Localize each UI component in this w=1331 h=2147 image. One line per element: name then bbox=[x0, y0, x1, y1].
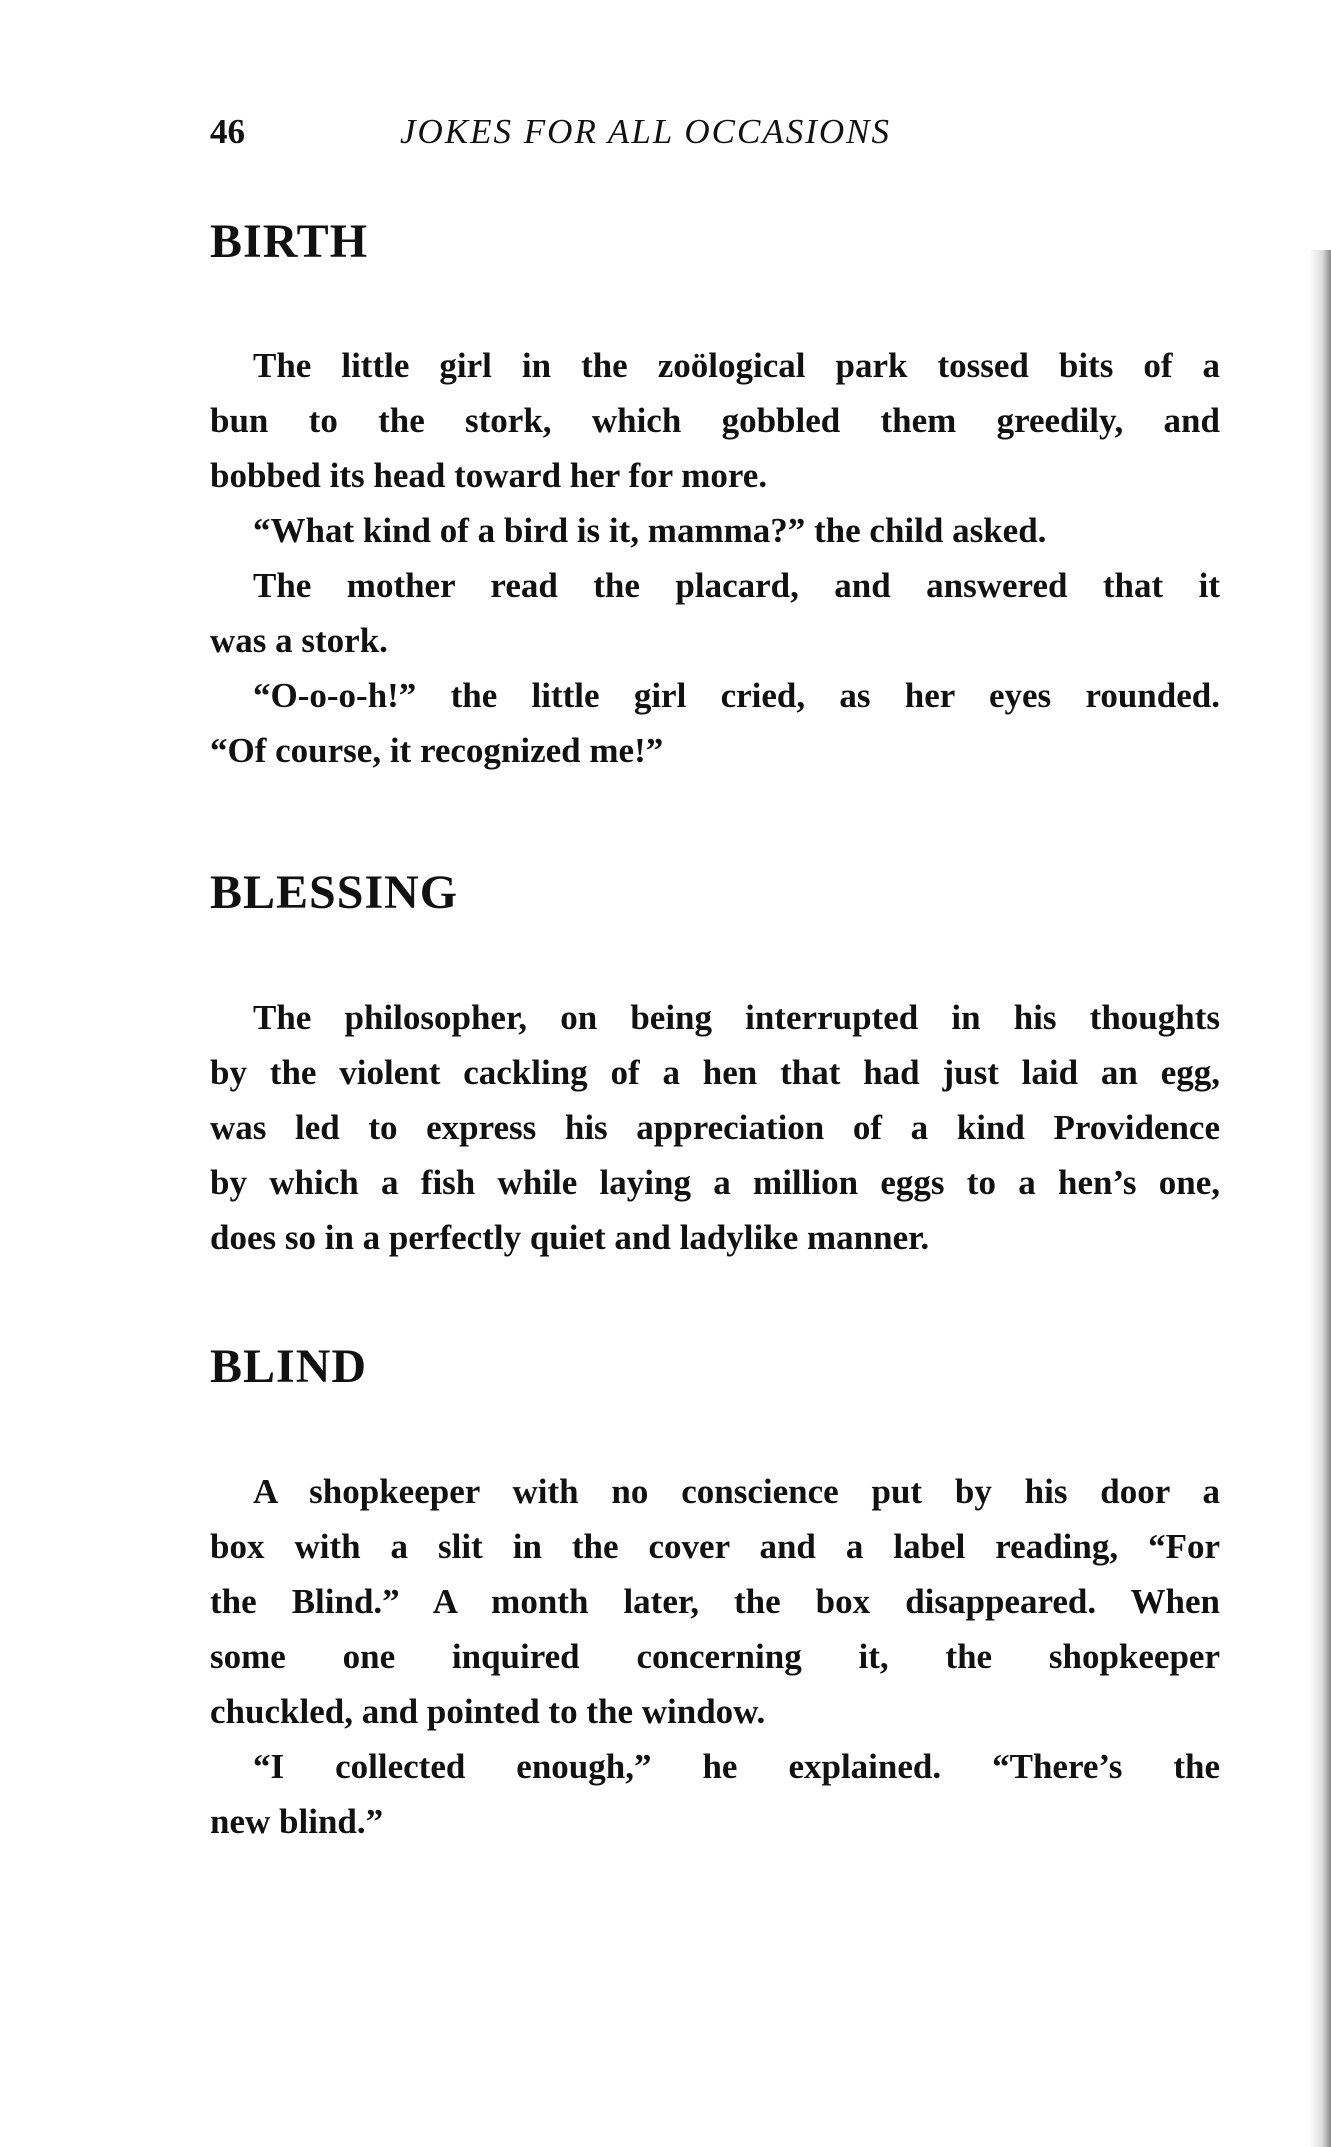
paragraph bbox=[210, 338, 1220, 503]
text-line: box with a slit in the cover and a label reading, “For bbox=[210, 1527, 1220, 1566]
text-line: “I collected enough,” he explained. “There’s the bbox=[253, 1747, 1220, 1786]
text-line: “O-o-o-h!” the little girl cried, as her eyes rounded. bbox=[253, 676, 1220, 715]
text-line: “Of course, it recognized me!” bbox=[210, 731, 664, 770]
text-line: “What kind of a bird is it, mamma?” the child asked. bbox=[253, 511, 1047, 550]
text-line: chuckled, and pointed to the window. bbox=[210, 1692, 766, 1731]
paragraph bbox=[210, 558, 1220, 668]
text-line: bobbed its head toward her for more. bbox=[210, 456, 768, 495]
page-number: 46 bbox=[210, 112, 245, 151]
text-line: new blind.” bbox=[210, 1802, 384, 1841]
spacer bbox=[210, 277, 1220, 338]
running-title: JOKES FOR ALL OCCASIONS bbox=[400, 112, 891, 151]
section-blessing bbox=[210, 858, 1220, 1265]
section-heading: BLIND bbox=[210, 1340, 368, 1393]
text-line: The mother read the placard, and answered that it bbox=[253, 566, 1220, 605]
paragraph bbox=[210, 1464, 1220, 1739]
text-line: the Blind.” A month later, the box disappeared. When bbox=[210, 1582, 1220, 1621]
text-line: bun to the stork, which gobbled them greedily, and bbox=[210, 401, 1220, 440]
scan-page-edge bbox=[1309, 250, 1331, 2147]
text-line: does so in a perfectly quiet and ladylike manner. bbox=[210, 1218, 930, 1257]
running-header bbox=[210, 112, 1220, 162]
text-line: some one inquired concerning it, the shopkeeper bbox=[210, 1637, 1220, 1676]
section-blind bbox=[210, 1332, 1220, 1849]
text-line: was led to express his appreciation of a kind Providence bbox=[210, 1108, 1220, 1147]
text-line: The philosopher, on being interrupted in his thoughts bbox=[253, 998, 1220, 1037]
text-line: by which a fish while laying a million eggs to a hen’s one, bbox=[210, 1163, 1220, 1202]
section-heading: BIRTH bbox=[210, 215, 369, 268]
text-line: by the violent cackling of a hen that had just laid an egg, bbox=[210, 1053, 1220, 1092]
section-birth bbox=[210, 207, 1220, 778]
spacer bbox=[210, 1402, 1220, 1464]
paragraph bbox=[210, 1739, 1220, 1849]
text-line: was a stork. bbox=[210, 621, 388, 660]
section-heading: BLESSING bbox=[210, 866, 459, 919]
paragraph bbox=[210, 668, 1220, 778]
spacer bbox=[210, 928, 1220, 990]
paragraph bbox=[210, 503, 1220, 558]
text-line: The little girl in the zoölogical park tossed bits of a bbox=[253, 346, 1220, 385]
text-line: A shopkeeper with no conscience put by his door a bbox=[253, 1472, 1220, 1511]
paragraph bbox=[210, 990, 1220, 1265]
